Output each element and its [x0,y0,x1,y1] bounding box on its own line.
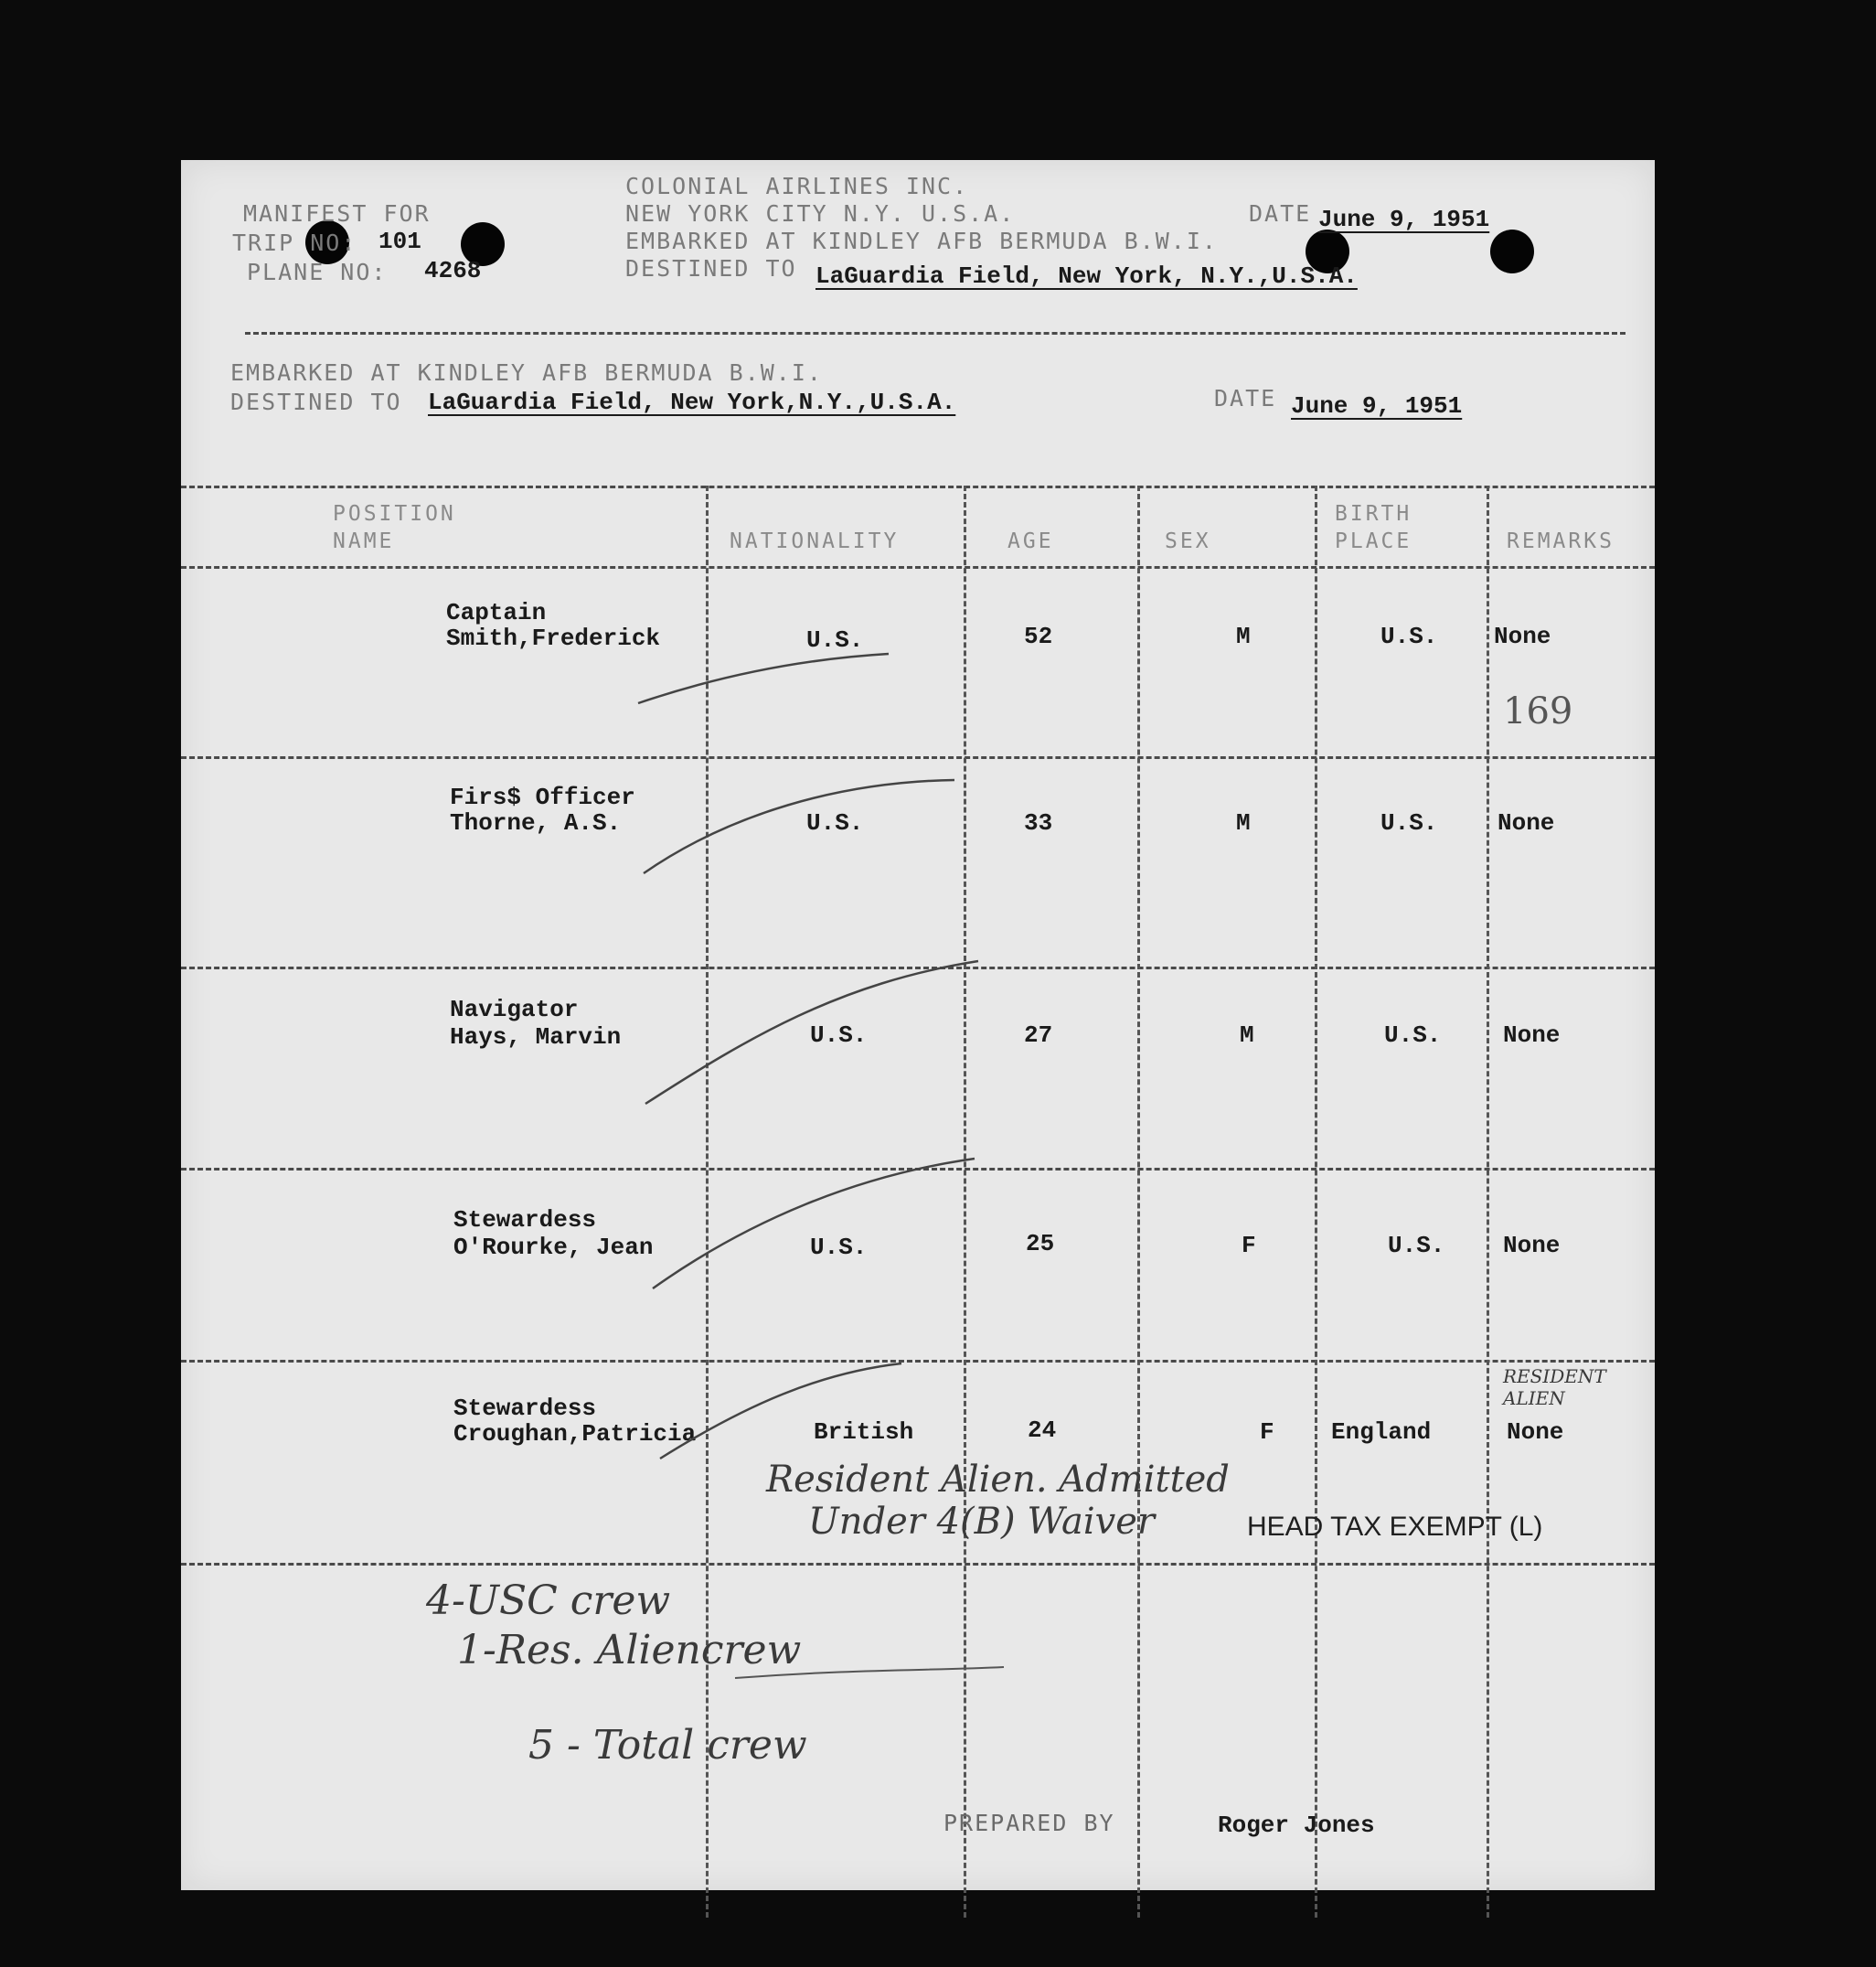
prepared-by-label: PREPARED BY [943,1810,1115,1836]
totals-resident-alien-crew: 1-Res. Aliencrew [457,1627,802,1673]
crew-nationality: U.S. [810,1234,868,1261]
col-name: NAME [333,529,395,553]
crew-birthplace: England [1331,1418,1432,1446]
plane-label: PLANE NO: [247,259,388,285]
crew-remarks: None [1507,1418,1564,1446]
col-nationality: NATIONALITY [730,529,900,553]
crew-sex: M [1236,809,1251,837]
resident-alien-note: RESIDENT ALIEN [1503,1365,1606,1409]
crew-birthplace: U.S. [1380,809,1438,837]
sub-date-value: June 9, 1951 [1291,392,1463,420]
crew-remarks: None [1498,809,1555,837]
destined-label: DESTINED TO [625,255,797,282]
sub-destination: LaGuardia Field, New York,N.Y.,U.S.A. [428,389,956,416]
crew-age: 25 [1026,1230,1055,1257]
crew-position: Captain [446,599,547,626]
crew-remarks: None [1503,1021,1561,1049]
embarked-label: EMBARKED AT KINDLEY AFB BERMUDA B.W.I. [625,228,1218,254]
crew-age: 52 [1024,623,1053,650]
crew-name: Croughan,Patricia [453,1420,697,1448]
crew-remarks: None [1494,623,1551,650]
crew-age: 27 [1024,1021,1053,1049]
crew-nationality: British [814,1418,914,1446]
head-tax-stamp: HEAD TAX EXEMPT (L) [1247,1512,1543,1542]
trip-label: TRIP NO: [232,230,357,256]
crew-age: 24 [1028,1416,1057,1444]
crew-name: Thorne, A.S. [450,809,622,837]
crew-sex: F [1260,1418,1274,1446]
crew-birthplace: U.S. [1388,1232,1445,1259]
totals-usc-crew: 4-USC crew [426,1577,671,1624]
plane-number: 4268 [424,257,482,284]
crew-position: Firs$ Officer [450,784,635,811]
crew-sex: M [1240,1021,1254,1049]
crew-remarks: None [1503,1232,1561,1259]
col-birth: BIRTH [1335,502,1412,526]
crew-age: 33 [1024,809,1053,837]
col-remarks: REMARKS [1507,529,1615,553]
crew-name: Hays, Marvin [450,1023,622,1051]
prepared-by-name: Roger Jones [1218,1812,1375,1839]
totals-total-crew: 5 - Total crew [528,1722,807,1769]
waiver-note-line2: Under 4(B) Waiver [808,1501,1156,1543]
crew-birthplace: U.S. [1380,623,1438,650]
sub-embarked-label: EMBARKED AT KINDLEY AFB BERMUDA B.W.I. [230,359,823,386]
crew-sex: F [1242,1232,1256,1259]
manifest-document [181,160,1655,1890]
page-number-stamp: 169 [1503,690,1573,732]
crew-sex: M [1236,623,1251,650]
crew-nationality: U.S. [810,1021,868,1049]
crew-birthplace: U.S. [1384,1021,1442,1049]
crew-name: Smith,Frederick [446,625,661,652]
sub-destined-label: DESTINED TO [230,389,402,415]
crew-position: Stewardess [453,1206,597,1234]
crew-position: Navigator [450,996,579,1023]
col-age: AGE [1007,529,1054,553]
date-label: DATE [1249,200,1312,227]
waiver-note-line1: Resident Alien. Admitted [766,1459,1230,1501]
company-name: COLONIAL AIRLINES INC. [625,173,969,199]
col-place: PLACE [1335,529,1412,553]
sub-date-label: DATE [1214,385,1277,412]
company-city: NEW YORK CITY N.Y. U.S.A. [625,200,1016,227]
date-value: June 9, 1951 [1318,206,1490,233]
crew-position: Stewardess [453,1395,597,1422]
check-mark-strokes [181,160,1655,1890]
crew-nationality: U.S. [806,626,864,654]
crew-nationality: U.S. [806,809,864,837]
crew-name: O'Rourke, Jean [453,1234,654,1261]
col-position: POSITION [333,502,456,526]
destination: LaGuardia Field, New York, N.Y.,U.S.A. [815,262,1358,290]
manifest-label: MANIFEST FOR [243,200,431,227]
col-sex: SEX [1165,529,1211,553]
trip-number: 101 [378,228,421,255]
